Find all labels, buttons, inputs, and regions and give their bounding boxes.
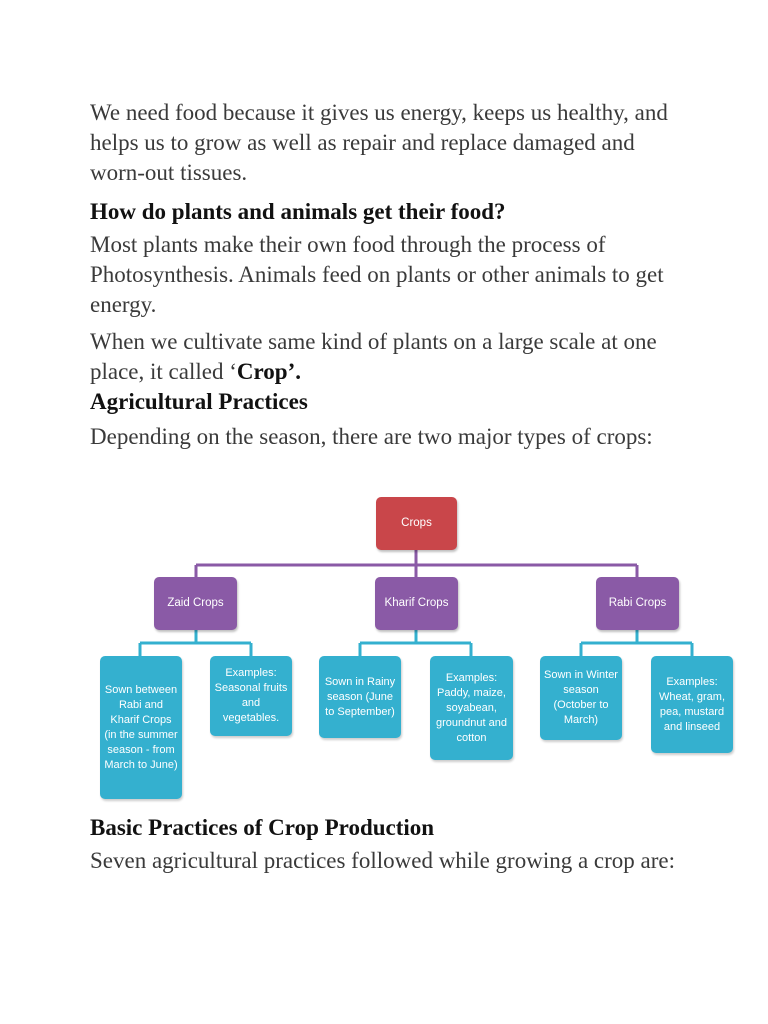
- zaid-season-node: Sown between Rabi and Kharif Crops (in the summer season - from March to June): [100, 656, 182, 799]
- zaid-examples-node: Examples: Seasonal fruits and vegetables.: [210, 656, 292, 736]
- food-paragraph: Most plants make their own food through the process of Photosynthesis. Animals feed on plants or other animals to get energy.: [90, 232, 664, 317]
- crops-root-node: Crops: [376, 497, 457, 550]
- food-heading: How do plants and animals get their food?: [90, 199, 506, 224]
- crop-definition: [90, 327, 690, 387]
- rabi-crops-node: Rabi Crops: [596, 577, 679, 630]
- zaid-crops-node: Zaid Crops: [154, 577, 237, 630]
- basic-heading: Basic Practices of Crop Production: [90, 815, 435, 840]
- crop-term: Crop’.: [236, 359, 301, 384]
- rabi-examples-node: Examples: Wheat, gram, pea, mustard and linseed: [651, 656, 733, 753]
- kharif-season-node: Sown in Rainy season (June to September): [319, 656, 401, 738]
- crop-definition-text: When we cultivate same kind of plants on a large scale at one place, it called ‘: [90, 329, 657, 384]
- kharif-examples-node: Examples: Paddy, maize, soyabean, groundnut and cotton: [430, 656, 513, 760]
- basic-paragraph: Seven agricultural practices followed while growing a crop are:: [90, 848, 675, 873]
- agri-paragraph: Depending on the season, there are two major types of crops:: [90, 424, 653, 449]
- intro-paragraph: We need food because it gives us energy, keeps us healthy, and helps us to grow as well as repair and replace damaged and worn-out tissues.: [90, 100, 668, 185]
- rabi-season-node: Sown in Winter season (October to March): [540, 656, 622, 740]
- agri-heading: Agricultural Practices: [90, 389, 308, 414]
- kharif-crops-node: Kharif Crops: [375, 577, 458, 630]
